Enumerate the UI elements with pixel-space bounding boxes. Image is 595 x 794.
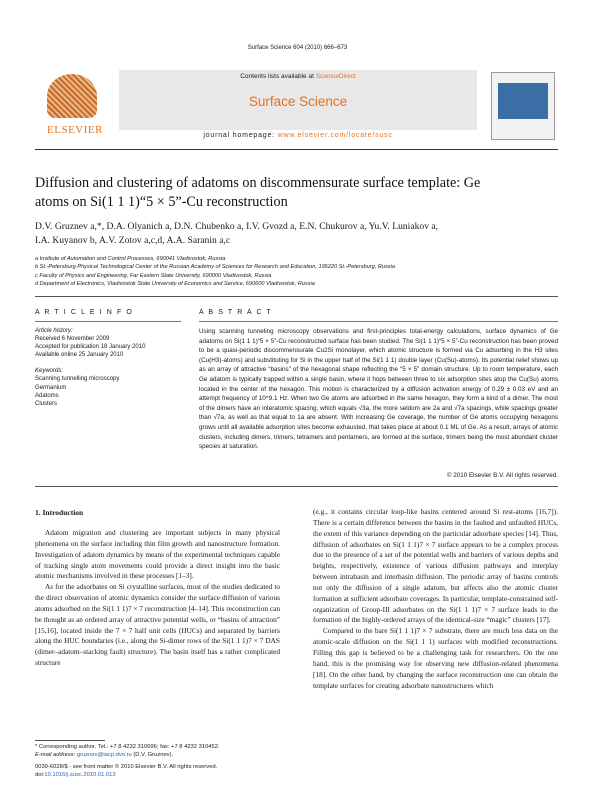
section-heading-introduction: 1. Introduction bbox=[35, 508, 84, 517]
doi-prefix: doi: bbox=[35, 772, 45, 778]
cover-art bbox=[498, 83, 548, 119]
publisher-name: ELSEVIER bbox=[47, 124, 103, 136]
authors-line-2: I.A. Kuyanov b, A.V. Zotov a,c,d, A.A. Saranin a,c bbox=[35, 235, 231, 246]
author-list bbox=[35, 220, 555, 248]
journal-cover-image[interactable] bbox=[491, 72, 555, 140]
body-paragraph: (e.g., it contains circular loop-like basins centered around Si rest-atoms [16,7]). There is a certain difference between the basins in the faulted and unfaulted HUCs, the extent of this variance depending on the particular adsorbate species [14]. Thus, diffusion of adsorbates on Si(1 1 1)7 × 7 surface appears to be a complex process due to the presence of a set of the potential wells and barriers of various depths and heights, respectively, existence of various diffusion pathways and interplay between intrabasin and interbasin diffusion. The periodic array of basins controls not only the diffusion of a single adatom, but affects also the atomic cluster formation at sufficient adsorbate coverages. In particular, template-constrained self-organization of Group-III adsorbates on the Si(1 1 1)7 × 7 surface leads to the formation of the highly-ordered arrays of the identical-size “magic” clusters [17]. bbox=[313, 507, 558, 625]
keyword: Clusters bbox=[35, 400, 58, 407]
copyright-notice: © 2010 Elsevier B.V. All rights reserved. bbox=[446, 472, 558, 479]
email-line bbox=[35, 751, 280, 759]
journal-masthead bbox=[35, 70, 558, 144]
keywords-label: Keywords: bbox=[35, 368, 64, 375]
journal-homepage bbox=[119, 132, 477, 139]
corresponding-author-note: * Corresponding author. Tel.: +7 8 4232 310696; fax: +7 8 4232 310452. bbox=[35, 744, 220, 750]
sciencedirect-link[interactable]: ScienceDirect bbox=[315, 73, 356, 80]
masthead-band bbox=[119, 70, 477, 130]
abstract-rule bbox=[199, 321, 558, 322]
issn-line: 0039-6028/$ - see front matter © 2010 Elsevier B.V. All rights reserved. bbox=[35, 764, 218, 770]
doi-link[interactable]: 10.1016/j.susc.2010.01.013 bbox=[44, 772, 116, 778]
section-divider bbox=[35, 296, 558, 297]
history-received: Received 6 November 2009 bbox=[35, 336, 110, 343]
abstract-text bbox=[199, 327, 558, 452]
body-column-left bbox=[35, 528, 280, 669]
keyword: Germanium bbox=[35, 384, 67, 391]
article-info-rule bbox=[35, 321, 181, 322]
article-info bbox=[35, 327, 181, 408]
doi-line bbox=[35, 771, 280, 779]
affiliation-d: d Department of Electronics, Vladivostok State University of Economics and Service, 690600 Vladivostok, Russia bbox=[35, 281, 315, 288]
homepage-link[interactable]: www.elsevier.com/locate/susc bbox=[277, 132, 393, 139]
affiliations bbox=[35, 255, 555, 289]
elsevier-tree-logo-icon bbox=[47, 74, 97, 118]
abstract-heading: A B S T R A C T bbox=[199, 309, 273, 316]
email-link[interactable]: gruznev@iacp.dvo.ru bbox=[76, 752, 132, 758]
keyword: Scanning tunnelling microscopy bbox=[35, 376, 120, 383]
affiliation-c: c Faculty of Physics and Engineering, Far Eastern State University, 690000 Vladivostok, Russia bbox=[35, 272, 272, 279]
contents-prefix: Contents lists available at bbox=[240, 73, 316, 80]
keyword: Adatoms bbox=[35, 392, 59, 399]
abstract-bottom-rule bbox=[35, 486, 558, 487]
homepage-prefix: journal homepage: bbox=[203, 132, 278, 139]
history-accepted: Accepted for publication 18 January 2010 bbox=[35, 344, 146, 351]
header-divider bbox=[35, 149, 558, 150]
footnote-rule bbox=[35, 740, 105, 741]
history-online: Available online 25 January 2010 bbox=[35, 352, 124, 359]
body-column-right bbox=[313, 507, 558, 691]
article-info-heading: A R T I C L E I N F O bbox=[35, 309, 134, 316]
body-paragraph: Adatom migration and clustering are important subjects in many physical phenomena on the surface including thin film growth and nanostructure formation. Investigation of adatom dynamics by means of the experimental techniques capable of tracking single atom movements could provide a direct insight into the basic atomic mechanisms involved in these processes [1–3]. bbox=[35, 528, 280, 581]
journal-title[interactable]: Surface Science bbox=[248, 94, 348, 109]
authors-line-1: D.V. Gruznev a,*, D.A. Olyanich a, D.N. Chubenko a, I.V. Gvozd a, E.N. Chukurov a, Yu.V. Luniakov a, bbox=[35, 221, 439, 232]
body-paragraph: Compared to the bare Si(1 1 1)7 × 7 substrate, there are much less data on the atomic-scale diffusion on the Si(1 1 1) surfaces with modified reconstructions. Filling this gap is believed to be a challenging task for researchers. On the one hand, this is the promising way for observing new diffusion-related phenomena [18]. On the other hand, by changing the surface reconstruction one can obtain the template surfaces for creating adsorbate nanostructures which bbox=[313, 626, 558, 690]
email-suffix: (D.V. Gruznev). bbox=[131, 752, 174, 758]
affiliation-a: a Institute of Automation and Control Processes, 690041 Vladivostok, Russia bbox=[35, 256, 226, 262]
publisher-logo[interactable] bbox=[35, 70, 115, 144]
running-head: Surface Science 604 (2010) 666–673 bbox=[247, 45, 348, 51]
history-label: Article history: bbox=[35, 328, 73, 334]
article-title: Diffusion and clustering of adatoms on discommensurate surface template: Ge atoms on Si(1 1 1)“5 × 5”-Cu reconstruction bbox=[35, 175, 481, 210]
abstract-body: Using scanning tunneling microscopy observations and first-principles total-energy calculations, surface dynamics of Ge adatoms on Si(1 1 1)“5 × 5”-Cu reconstructed surface has been studied. The Si(1 1 1)“5 × 5”-Cu reconstruction has been proved to be a quasi-periodic discommensurate Cu2Si monolayer, which atomic structure is formed via Cu adsorbing in the H3 sites (Cu(H3)-atoms) and substituting for Si in the upper half of the Si(1 1 1) double layer (Cu(Su)-atoms). Its potential relief shows up as an array of attractive “basins” of the hexagonal shape reflecting the “5 × 5” domain structure. Up to room temperature, each Ge adatom is typically trapped within a single basin, where it hops between three to six adsorption sites atop the Cu(Su) atoms located in the center of the hexagon. This motion is characterized by a diffusion activation energy of 0.29 ± 0.03 eV and an attempt frequency of 10^9.1 Hz. When two Ge atoms are adsorbed in the same hexagon, they form a kind of a dimer. The most of the dimers have an interatomic spacing, which equals √3a, the more seldom are 2a and √7a spacings, while spacings greater than √7a, as well as that equal to 1a are absent. With increasing Ge coverage, the number of Ge atoms occupying hexagons grows until all available adsorption sites become exhausted, that takes place at about 0.1 ML of Ge. As a result, arrays of atomic clusters, including dimers, trimers, tetramers and pentamers, are formed at the surface, trimers being the most abundant cluster species at saturation. bbox=[199, 328, 558, 451]
affiliation-b: b St.-Petersburg Physical Technological Center of the Russian Academy of Sciences for Research and Education, 195220 St.-Petersburg, Russia bbox=[35, 264, 395, 271]
footnote bbox=[35, 743, 280, 779]
email-label: E-mail address: bbox=[35, 752, 77, 758]
body-paragraph: As for the adsorbates on Si crystalline surfaces, most of the studies dedicated to the direct observation of atomic dynamics consider the surface diffusion of various atoms adsorbed on the Si(1 1 1)7 × 7 reconstruction [4–14]. This reconstruction can be thought as an ordered array of attractive potential wells, or “basins of attraction” [15,16], located inside the 7 × 7 half unit cells (HUCs) and separated by barriers along the HUC boundaries (i.e., along the Si-dimer rows of the Si(1 1 1)7 × 7 DAS (dimer–adatom–stacking fault) structure). The basin itself has a rather complicated structure bbox=[35, 582, 280, 668]
contents-line bbox=[119, 73, 477, 80]
